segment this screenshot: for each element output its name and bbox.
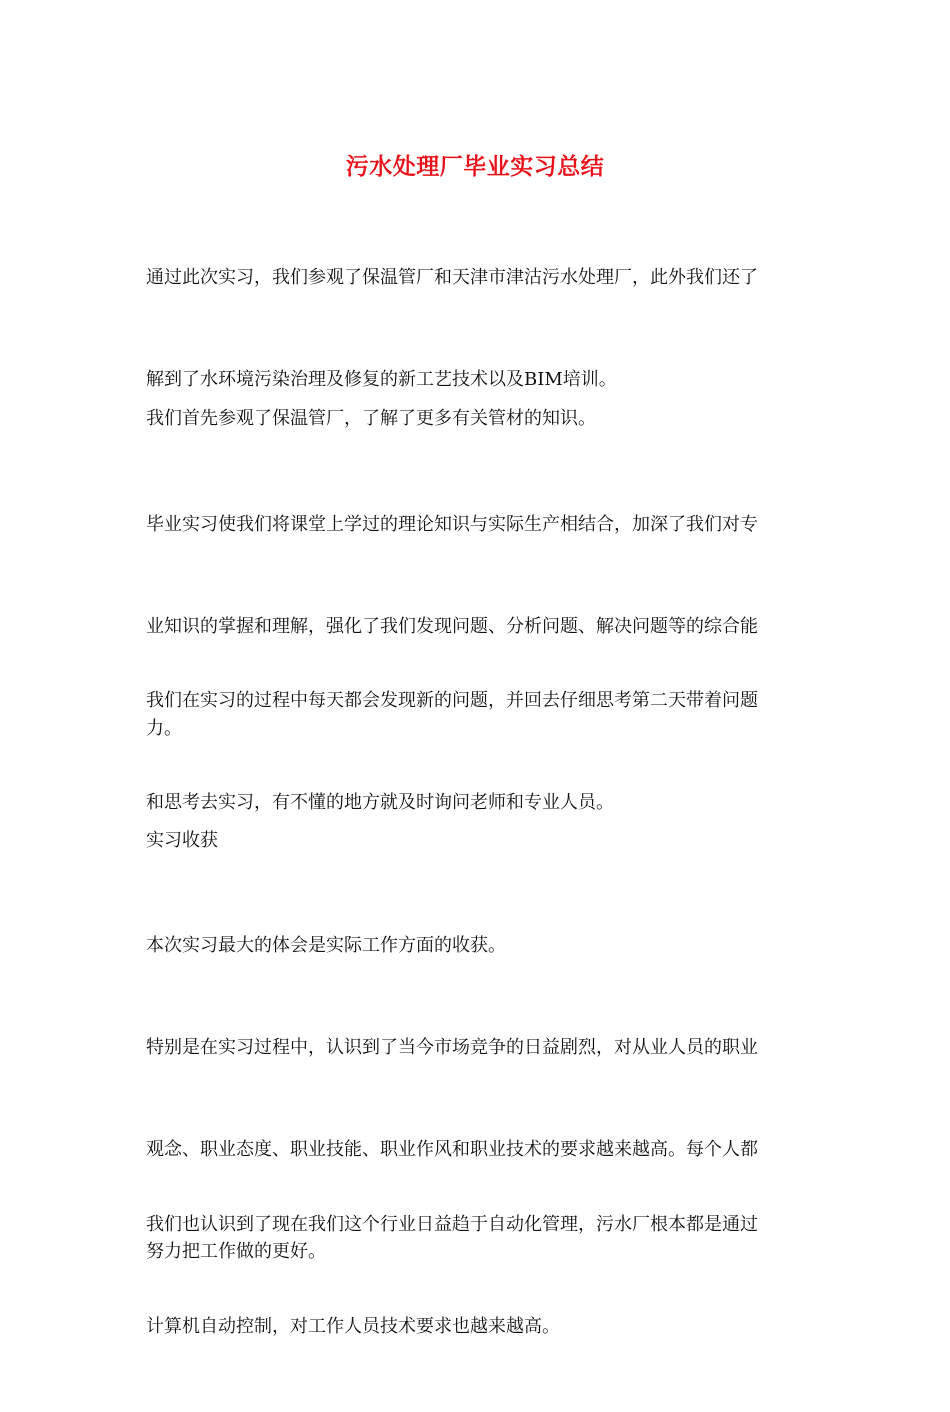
document-title: 污水处理厂毕业实习总结	[345, 153, 605, 180]
paragraph-line: 解到了水环境污染治理及修复的新工艺技术以及BIM培训。	[146, 369, 617, 390]
paragraph-line: 特别是在实习过程中，认识到了当今市场竞争的日益剧烈，对从业人员的职业	[146, 1037, 758, 1058]
paragraph-line: 努力把工作做的更好。	[146, 1241, 326, 1262]
paragraph-line: 实习收获	[146, 830, 218, 851]
paragraph-line: 毕业实习使我们将课堂上学过的理论知识与实际生产相结合，加深了我们对专	[146, 514, 758, 535]
paragraph-line: 和思考去实习，有不懂的地方就及时询问老师和专业人员。	[146, 792, 614, 813]
paragraph-line: 通过此次实习，我们参观了保温管厂和天津市津沽污水处理厂，此外我们还了	[146, 267, 758, 288]
paragraph-line: 力。	[146, 718, 182, 739]
paragraph-line: 我们在实习的过程中每天都会发现新的问题，并回去仔细思考第二天带着问题	[146, 690, 758, 711]
paragraph-line: 我们首先参观了保温管厂，了解了更多有关管材的知识。	[146, 408, 596, 429]
paragraph-line: 业知识的掌握和理解，强化了我们发现问题、分析问题、解决问题等的综合能	[146, 616, 758, 637]
paragraph-line: 我们也认识到了现在我们这个行业日益趋于自动化管理，污水厂根本都是通过	[146, 1214, 758, 1235]
paragraph-line: 观念、职业态度、职业技能、职业作风和职业技术的要求越来越高。每个人都	[146, 1139, 758, 1160]
paragraph-line: 计算机自动控制，对工作人员技术要求也越来越高。	[146, 1316, 560, 1337]
paragraph-8	[146, 1140, 808, 1412]
paragraph-line: 本次实习最大的体会是实际工作方面的收获。	[146, 935, 506, 956]
